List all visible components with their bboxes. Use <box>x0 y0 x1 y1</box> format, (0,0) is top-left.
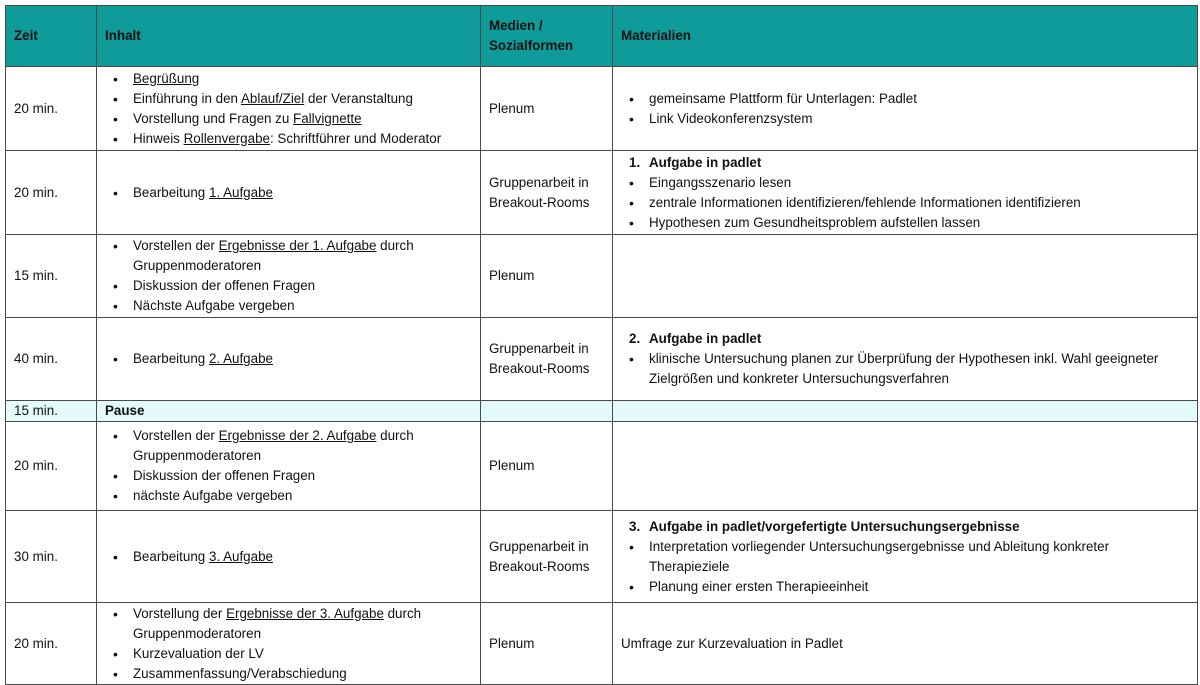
cell-inhalt <box>97 511 481 603</box>
header-medien-line2: Sozialformen <box>489 38 574 53</box>
item-text: nächste Aufgabe vergeben <box>133 488 293 503</box>
heading-number: 3. <box>629 518 641 534</box>
item-underlined: Ablauf/Ziel <box>240 90 305 106</box>
materialien-heading <box>621 153 1189 173</box>
cell-materialien <box>613 511 1198 603</box>
cell-materialien <box>613 318 1198 401</box>
medien-line1: Gruppenarbeit in <box>489 174 589 190</box>
table-row <box>6 235 1198 318</box>
schedule-table <box>5 5 1198 685</box>
list-item <box>105 276 472 296</box>
item-text-post: : Schriftführer und Moderator <box>269 130 442 146</box>
inhalt-list <box>105 426 472 506</box>
list-item <box>105 486 472 506</box>
table-row <box>6 318 1198 401</box>
list-item <box>105 236 472 276</box>
cell-materialien <box>613 401 1198 422</box>
list-item <box>105 183 472 203</box>
materialien-heading <box>621 517 1189 537</box>
materialien-list <box>621 89 1189 129</box>
materialien-list <box>621 537 1189 597</box>
item-text: Zusammenfassung/Verabschiedung <box>133 665 347 681</box>
cell-zeit: 30 min. <box>6 511 97 603</box>
cell-zeit: 40 min. <box>6 318 97 401</box>
cell-zeit: 20 min. <box>6 151 97 235</box>
header-zeit: Zeit <box>6 6 97 67</box>
cell-medien <box>481 511 613 603</box>
list-item: • Interpretation vorliegender Untersuchungsergebnisse und Ableitung konkreter Therapieziele <box>621 537 1189 577</box>
cell-zeit: 20 min. <box>6 67 97 151</box>
list-item <box>105 466 472 486</box>
table-row <box>6 603 1198 685</box>
list-item <box>105 547 472 567</box>
header-materialien: Materialien <box>613 6 1198 67</box>
cell-inhalt <box>97 235 481 318</box>
item-text: Kurzevaluation der LV <box>133 645 264 661</box>
item-underlined: Ergebnisse der 1. Aufgabe <box>218 238 377 253</box>
table-row <box>6 511 1198 603</box>
cell-medien <box>481 67 613 151</box>
list-item: • Hypothesen zum Gesundheitsproblem aufstellen lassen <box>621 213 1189 233</box>
item-text-post: durch Gruppenmoderatoren <box>133 238 414 273</box>
list-item <box>105 89 472 109</box>
medien-line2: Breakout-Rooms <box>489 194 590 210</box>
item-underlined: 2. Aufgabe <box>208 351 273 366</box>
cell-inhalt <box>97 603 481 685</box>
heading-text: Aufgabe in padlet <box>649 154 762 170</box>
heading-text: Aufgabe in padlet/vorgefertigte Untersuchungsergebnisse <box>649 518 1020 534</box>
item-text: Einführung in den <box>133 90 241 106</box>
item-underlined: Rollenvergabe <box>183 130 270 146</box>
list-item <box>105 349 472 369</box>
medien-text: Plenum <box>489 458 535 473</box>
pause-label: Pause <box>105 403 145 418</box>
cell-materialien <box>613 603 1198 685</box>
list-item <box>105 604 472 644</box>
cell-medien <box>481 401 613 422</box>
table-row <box>6 422 1198 511</box>
list-item <box>105 296 472 316</box>
medien-line1: Gruppenarbeit in <box>489 341 589 356</box>
table-row <box>6 67 1198 151</box>
item-underlined: Ergebnisse der 3. Aufgabe <box>226 605 384 621</box>
item-text: Vorstellen der <box>133 428 219 443</box>
item-underlined: 3. Aufgabe <box>208 548 273 564</box>
list-item: • klinische Untersuchung planen zur Überprüfung der Hypothesen inkl. Wahl geeigneter Zielgrößen und konkreter Untersuchungsverfahren <box>621 349 1189 389</box>
medien-line2: Breakout-Rooms <box>489 361 590 376</box>
list-item <box>105 664 472 684</box>
item-text: Vorstellung der <box>133 605 227 621</box>
item-underlined: Fallvignette <box>293 110 362 126</box>
cell-medien <box>481 235 613 318</box>
header-medien <box>481 6 613 67</box>
list-item <box>105 109 472 129</box>
cell-inhalt <box>97 151 481 235</box>
cell-materialien <box>613 151 1198 235</box>
cell-zeit: 20 min. <box>6 603 97 685</box>
medien-text: Plenum <box>489 100 535 116</box>
cell-materialien <box>613 235 1198 318</box>
medien-line2: Breakout-Rooms <box>489 558 590 574</box>
inhalt-list <box>105 547 472 567</box>
cell-inhalt <box>97 318 481 401</box>
medien-line1: Gruppenarbeit in <box>489 538 589 554</box>
list-item <box>105 426 472 466</box>
inhalt-list <box>105 604 472 684</box>
list-item: • zentrale Informationen identifizieren/fehlende Informationen identifizieren <box>621 193 1189 213</box>
table-row <box>6 151 1198 235</box>
inhalt-list <box>105 69 472 149</box>
cell-zeit: 20 min. <box>6 422 97 511</box>
cell-medien <box>481 318 613 401</box>
cell-zeit: 15 min. <box>6 401 97 422</box>
item-text-post: der Veranstaltung <box>304 90 413 106</box>
cell-materialien <box>613 422 1198 511</box>
item-text: Diskussion der offenen Fragen <box>133 468 316 483</box>
heading-number: 2. <box>629 331 641 346</box>
item-text-post: durch Gruppenmoderatoren <box>133 428 414 463</box>
cell-medien <box>481 603 613 685</box>
materialien-heading <box>621 329 1189 349</box>
cell-inhalt <box>97 401 481 422</box>
cell-inhalt <box>97 422 481 511</box>
medien-text: Plenum <box>489 268 535 283</box>
item-underlined: Ergebnisse der 2. Aufgabe <box>218 428 377 443</box>
item-text: Nächste Aufgabe vergeben <box>133 298 295 313</box>
item-underlined: 1. Aufgabe <box>208 184 273 200</box>
list-item <box>105 129 472 149</box>
item-text: Vorstellung und Fragen zu <box>133 110 294 126</box>
inhalt-list <box>105 349 472 369</box>
list-item: • Planung einer ersten Therapieeinheit <box>621 577 1189 597</box>
cell-medien <box>481 422 613 511</box>
item-text: Bearbeitung <box>133 548 209 564</box>
cell-materialien <box>613 67 1198 151</box>
materialien-list <box>621 173 1189 233</box>
item-text: Bearbeitung <box>133 184 209 200</box>
medien-text: Plenum <box>489 635 535 651</box>
item-text: Diskussion der offenen Fragen <box>133 278 316 293</box>
item-text: Vorstellen der <box>133 238 219 253</box>
item-text: Bearbeitung <box>133 351 209 366</box>
list-item <box>105 69 472 89</box>
list-item: • gemeinsame Plattform für Unterlagen: Padlet <box>621 89 1189 109</box>
list-item: • Eingangsszenario lesen <box>621 173 1189 193</box>
pause-row <box>6 401 1198 422</box>
item-underlined: Begrüßung <box>133 70 200 86</box>
materialien-text: Umfrage zur Kurzevaluation in Padlet <box>621 635 843 651</box>
header-medien-line1: Medien / <box>489 18 543 33</box>
cell-zeit: 15 min. <box>6 235 97 318</box>
materialien-list <box>621 349 1189 389</box>
heading-text: Aufgabe in padlet <box>649 331 762 346</box>
inhalt-list <box>105 183 472 203</box>
heading-number: 1. <box>629 154 641 170</box>
header-inhalt: Inhalt <box>97 6 481 67</box>
item-text: Hinweis <box>133 130 184 146</box>
cell-medien <box>481 151 613 235</box>
inhalt-list <box>105 236 472 316</box>
list-item: • Link Videokonferenzsystem <box>621 109 1189 129</box>
cell-inhalt <box>97 67 481 151</box>
header-row <box>6 6 1198 67</box>
item-text-post: durch Gruppenmoderatoren <box>133 605 422 641</box>
list-item <box>105 644 472 664</box>
